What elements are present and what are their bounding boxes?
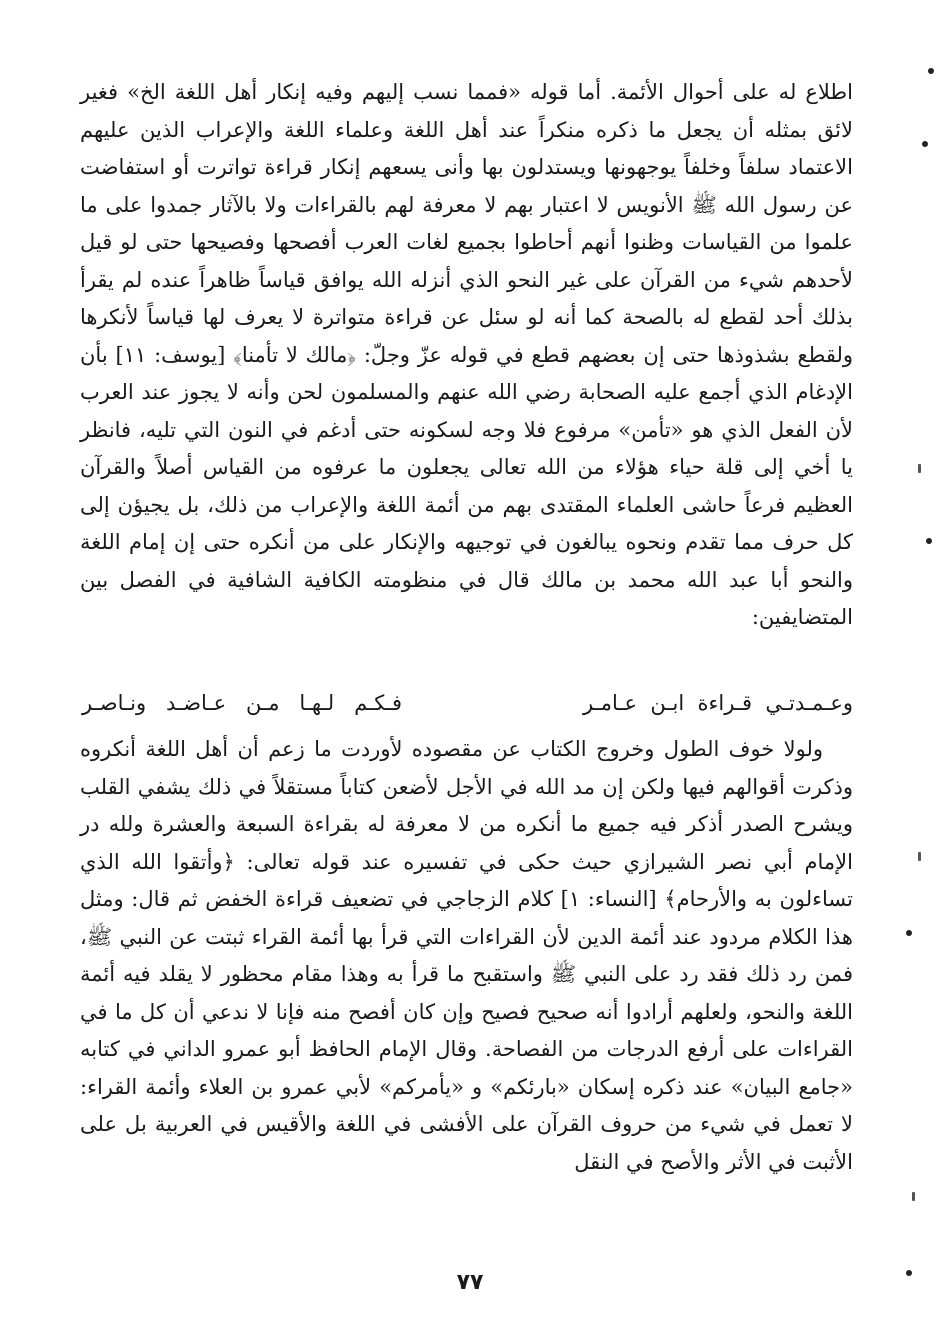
margin-dot xyxy=(928,68,934,74)
page-number: ٧٧ xyxy=(456,1270,484,1295)
margin-mark xyxy=(918,464,921,473)
body-text xyxy=(80,74,853,637)
margin-dot xyxy=(926,538,932,544)
poem-verse xyxy=(82,686,853,720)
margin-dot xyxy=(922,141,928,147)
margin-dot xyxy=(906,930,912,936)
verse-first-hemistich: وعـمـدتـي قـراءة ابـن عـامـر xyxy=(583,691,853,715)
paragraph-1: اطلاع له على أحوال الأئمة. أما قوله «فمما نسب إليهم وفيه إنكار أهل اللغة الخ» فغير لائق بمثله أن يجعل ما ذكره منكراً عند أهل اللغة وعلماء اللغة والإعراب الذين عليهم الاعتماد سلفاً وخلفاً يوجهونها ويستدلون بها وأنى يسعهم إنكار قراءة تواترت أو استفاضت عن رسول الله ﷺ الأنويس لا اعتبار بهم لا معرفة لهم بالقراءات ولا بالآثار جمدوا على ما علموا من القياسات وظنوا أنهم أحاطوا بجميع لغات العرب أفصحها وفصيحها حتى لو قيل لأحدهم شيء من القرآن على غير النحو الذي أنزله الله يوافق قياساً ظاهراً عنده لم يقرأ بذلك أحد لقطع له بالصحة كما أنه لو سئل عن قراءة متواترة لا يعرف لها قياساً لأنكرها ولقطع بشذوذها حتى إن بعضهم قطع في قوله عزّ وجلّ: ﴿مالك لا تأمنا﴾ [يوسف: ١١] بأن الإدغام الذي أجمع عليه الصحابة رضي الله عنهم والمسلمون لحن وأنه لا يجوز عند العرب لأن الفعل الذي هو «تأمن» مرفوع فلا وجه لسكونه حتى أدغم في النون التي تليه، فانظر يا أخي إلى قلة حياء هؤلاء من الله تعالى يجعلون ما عرفوه من القياس أصلاً والقرآن العظيم فرعاً حاشى العلماء المقتدى بهم من أئمة اللغة والإعراب من ذلك، بل يجيؤن إلى كل حرف مما تقدم ونحوه يبالغون في توجيهه والإنكار على من أنكره حتى إن إمام اللغة والنحو أبا عبد الله محمد بن مالك قال في منظومته الكافية الشافية في الفصل بين المتضايفين: xyxy=(80,80,853,629)
margin-mark xyxy=(912,1192,915,1201)
body-text-continued xyxy=(80,731,853,1181)
verse-second-hemistich: فـكـم لـهـا مـن عـاضـد ونـاصـر xyxy=(82,691,402,715)
margin-mark xyxy=(918,852,921,861)
paragraph-2: ولولا خوف الطول وخروج الكتاب عن مقصوده لأوردت ما زعم أن أهل اللغة أنكروه وذكرت أقوالهم فيها ولكن إن مد الله في الأجل لأضعن كتاباً مستقلاً في ذلك يشفي القلب ويشرح الصدر أذكر فيه جميع ما أنكره من لا معرفة له بقراءة السبعة والعشرة ولله در الإمام أبي نصر الشيرازي حيث حكى في تفسيره عند قوله تعالى: ﴿وأتقوا الله الذي تساءلون به والأرحام﴾ [النساء: ١] كلام الزجاجي في تضعيف قراءة الخفض ثم قال: ومثل هذا الكلام مردود عند أئمة الدين لأن القراءات التي قرأ بها أئمة القراء ثبتت عن النبي ﷺ، فمن رد ذلك فقد رد على النبي ﷺ واستقبح ما قرأ به وهذا مقام محظور لا يقلد فيه أئمة اللغة والنحو، ولعلهم أرادوا أنه صحيح فصيح وإن كان أفصح منه فإنا لا ندعي أن كل ما في القراءات على أرفع الدرجات من الفصاحة. وقال الإمام الحافظ أبو عمرو الداني في كتابه «جامع البيان» عند ذكره إسكان «بارئكم» و «يأمركم» لأبي عمرو بن العلاء وأئمة القراء: لا تعمل في شيء من حروف القرآن على الأفشى في اللغة والأقيس في العربية بل على الأثبت في الأثر والأصح في النقل xyxy=(80,737,853,1174)
margin-dot xyxy=(906,1270,912,1276)
